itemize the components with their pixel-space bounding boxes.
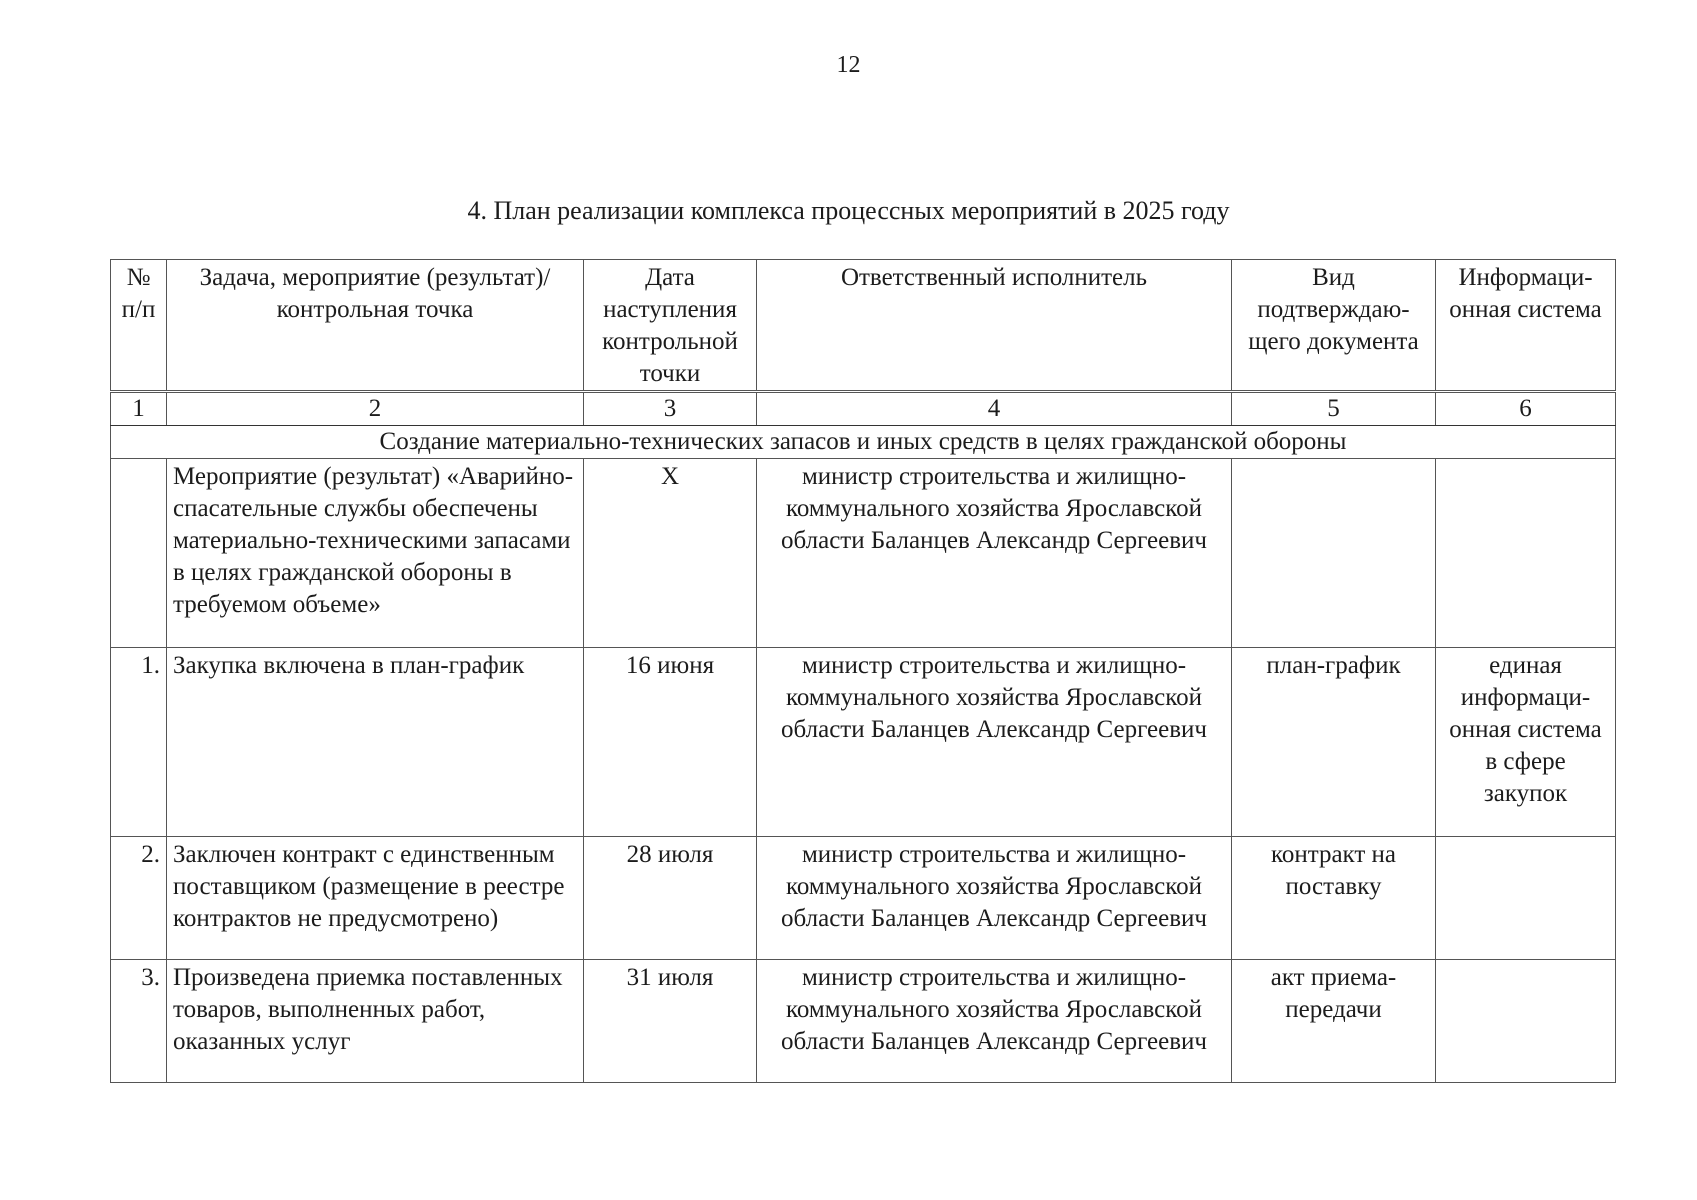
column-number: 6: [1436, 392, 1616, 426]
row-document: [1232, 459, 1436, 648]
row-task: Мероприятие (результат) «Аварийно-спасательные службы обеспечены материально-техническими запасами в целях гражданской обороны в требуемом объеме»: [167, 459, 584, 648]
section-title: Создание материально-технических запасов и иных средств в целях гражданской обороны: [111, 426, 1616, 459]
row-system: [1436, 459, 1616, 648]
row-date: 28 июля: [584, 837, 757, 960]
column-number: 5: [1232, 392, 1436, 426]
column-number: 3: [584, 392, 757, 426]
row-responsible: министр строительства и жилищно-коммунального хозяйства Ярославской области Баланцев Александр Сергеевич: [757, 960, 1232, 1083]
row-task: Заключен контракт с единственным поставщиком (размещение в реестре контрактов не предусмотрено): [167, 837, 584, 960]
row-number: 3.: [111, 960, 167, 1083]
header-info-system: Информаци-онная система: [1436, 260, 1616, 392]
section-row: [111, 426, 1616, 459]
row-system: единая информаци-онная система в сфере закупок: [1436, 648, 1616, 837]
row-number: 2.: [111, 837, 167, 960]
row-system: [1436, 837, 1616, 960]
table-row: [111, 648, 1616, 837]
implementation-plan-table: [110, 259, 1616, 1083]
row-date: Х: [584, 459, 757, 648]
row-document: контракт на поставку: [1232, 837, 1436, 960]
table-row: [111, 837, 1616, 960]
header-task: Задача, мероприятие (результат)/ контрольная точка: [167, 260, 584, 392]
table-row: [111, 960, 1616, 1083]
row-responsible: министр строительства и жилищно-коммунального хозяйства Ярославской области Баланцев Александр Сергеевич: [757, 648, 1232, 837]
row-document: план-график: [1232, 648, 1436, 837]
row-task: Произведена приемка поставленных товаров, выполненных работ, оказанных услуг: [167, 960, 584, 1083]
header-date: Дата наступления контрольной точки: [584, 260, 757, 392]
column-number: 2: [167, 392, 584, 426]
header-document-type: Вид подтверждаю-щего документа: [1232, 260, 1436, 392]
row-system: [1436, 960, 1616, 1083]
header-number: № п/п: [111, 260, 167, 392]
header-responsible: Ответственный исполнитель: [757, 260, 1232, 392]
row-responsible: министр строительства и жилищно-коммунального хозяйства Ярославской области Баланцев Александр Сергеевич: [757, 459, 1232, 648]
row-document: акт приема-передачи: [1232, 960, 1436, 1083]
row-date: 16 июня: [584, 648, 757, 837]
column-number: 4: [757, 392, 1232, 426]
row-number: [111, 459, 167, 648]
document-title: 4. План реализации комплекса процессных мероприятий в 2025 году: [467, 196, 1230, 225]
row-date: 31 июля: [584, 960, 757, 1083]
measure-row: [111, 459, 1616, 648]
page-number: 12: [836, 52, 861, 78]
table-header-row: [111, 260, 1616, 392]
column-numbers-row: [111, 392, 1616, 426]
row-responsible: министр строительства и жилищно-коммунального хозяйства Ярославской области Баланцев Александр Сергеевич: [757, 837, 1232, 960]
column-number: 1: [111, 392, 167, 426]
row-number: 1.: [111, 648, 167, 837]
row-task: Закупка включена в план-график: [167, 648, 584, 837]
